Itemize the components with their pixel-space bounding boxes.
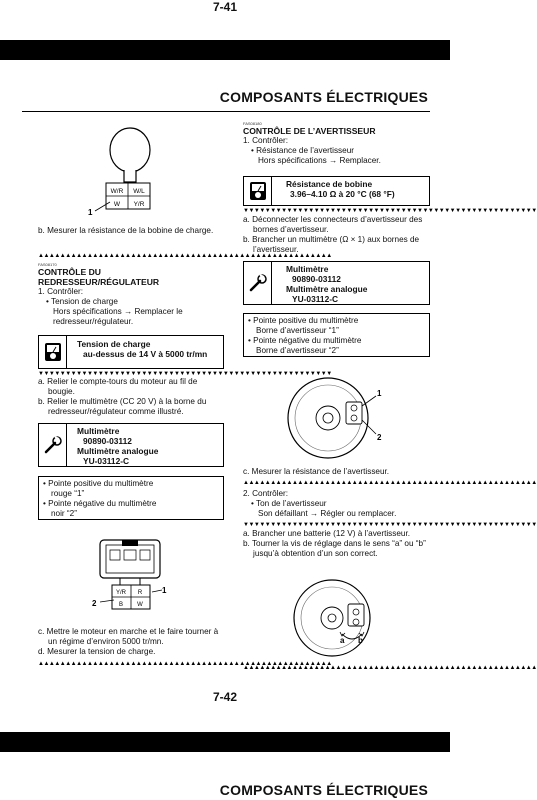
section-title-bottom: COMPOSANTS ÉLECTRIQUES — [219, 782, 428, 798]
left-steps-cd — [38, 627, 224, 657]
horn-diagram-1 — [280, 372, 400, 462]
connector2-callout-2: 2 — [92, 599, 97, 608]
charging-voltage-title: Tension de charge — [77, 339, 151, 349]
right-step1: 1. Contrôler: — [243, 136, 289, 145]
multimeter-icon — [39, 336, 67, 368]
right-step-a: a. Déconnecter les connecteurs d’avertisseur des bornes d’avertisseur. — [243, 215, 423, 234]
connector1-cell-2: W/L — [133, 188, 145, 195]
right-spec-out1: Hors spécifications → Remplacer. — [258, 156, 381, 165]
left-step-b: b. Relier le multimètre (CC 20 V) à la borne du redresseur/régulateur comme illustré. — [38, 397, 207, 416]
left-tool-box — [38, 423, 224, 467]
left-probe-line1: • Pointe positive du multimètre — [43, 479, 154, 488]
top-page-number: 7-41 — [212, 0, 238, 14]
right-probe-line1: • Pointe positive du multimètre — [248, 316, 359, 325]
horn-diagram-2 — [286, 574, 396, 664]
left-step-c: c. Mettre le moteur en marche et le faire tourner à un régime d’environ 5000 tr/mn. — [38, 627, 219, 646]
horn1-callout-2: 2 — [377, 433, 382, 442]
wrench-icon — [39, 424, 67, 466]
left-step-a: a. Relier le compte-tours du moteur au fil de bougie. — [38, 377, 198, 396]
connector2-cell-3: B — [118, 602, 124, 608]
black-band-top — [0, 40, 450, 60]
right-step2: 2. Contrôler: — [243, 489, 289, 498]
triangle-divider-down: ▼▼▼▼▼▼▼▼▼▼▼▼▼▼▼▼▼▼▼▼▼▼▼▼▼▼▼▼▼▼▼▼▼▼▼▼▼▼▼▼▼▼▼▼▼▼▼▼▼▼▼▼▼▼ — [243, 208, 537, 214]
connector1-cell-1: W/R — [110, 188, 124, 195]
triangle-divider: ▲▲▲▲▲▲▲▲▲▲▲▲▲▲▲▲▲▲▲▲▲▲▲▲▲▲▲▲▲▲▲▲▲▲▲▲▲▲▲▲▲▲▲▲▲▲▲▲▲▲▲▲▲▲ — [243, 480, 537, 486]
left-probe-line4: noir “2” — [51, 509, 77, 518]
connector1-callout: 1 — [88, 208, 93, 217]
multimeter-icon — [244, 177, 272, 205]
horn2-label-b: b — [358, 636, 363, 645]
connector1-cell-4: Y/R — [133, 201, 145, 208]
header-rule — [22, 111, 430, 112]
left-column-top — [38, 226, 224, 236]
connector1-cell-3: W — [113, 201, 121, 208]
triangle-divider-down: ▼▼▼▼▼▼▼▼▼▼▼▼▼▼▼▼▼▼▼▼▼▼▼▼▼▼▼▼▼▼▼▼▼▼▼▼▼▼▼▼▼▼▼▼▼▼▼▼▼▼▼▼▼▼ — [243, 522, 537, 528]
left-probe-line2: rouge “1” — [51, 489, 85, 498]
left-tool-analog: Multimètre analogue — [77, 446, 159, 456]
right-probe-line4: Borne d’avertisseur “2” — [256, 346, 339, 355]
right-bullet2: • Ton de l’avertisseur — [251, 499, 327, 508]
left-step-b-top: b. Mesurer la résistance de la bobine de charge. — [38, 226, 214, 235]
connector2-callout-1: 1 — [162, 586, 167, 595]
right-steps-ab — [243, 215, 430, 255]
right-heading: CONTRÔLE DE L’AVERTISSEUR — [243, 126, 376, 136]
left-tool-name: Multimètre — [77, 426, 120, 436]
left-probe-box — [38, 476, 224, 520]
left-bullet1: • Tension de charge — [46, 297, 118, 306]
coil-resistance-title: Résistance de bobine — [286, 179, 373, 189]
triangle-divider: ▲▲▲▲▲▲▲▲▲▲▲▲▲▲▲▲▲▲▲▲▲▲▲▲▲▲▲▲▲▲▲▲▲▲▲▲▲▲▲▲▲▲▲▲▲▲▲▲▲▲▲▲▲▲ — [243, 665, 537, 671]
right-tool-name: Multimètre — [286, 264, 329, 274]
triangle-divider: ▲▲▲▲▲▲▲▲▲▲▲▲▲▲▲▲▲▲▲▲▲▲▲▲▲▲▲▲▲▲▲▲▲▲▲▲▲▲▲▲▲▲▲▲▲▲▲▲▲▲▲▲▲▲ — [38, 661, 332, 667]
left-regulator-section — [38, 262, 224, 327]
section-title-top: COMPOSANTS ÉLECTRIQUES — [219, 89, 428, 105]
left-tool-analog-number: YU-03112-C — [83, 456, 130, 466]
right-tool-box — [243, 261, 430, 305]
left-spec-out: Hors spécifications → Remplacer le redresseur/régulateur. — [53, 307, 183, 326]
right-step-c-block — [243, 467, 430, 477]
black-band-bottom — [0, 732, 450, 752]
right-tool-analog-number: YU-03112-C — [292, 294, 339, 304]
left-steps-ab — [38, 377, 224, 417]
right-probe-line2: Borne d’avertisseur “1” — [256, 326, 339, 335]
coil-resistance-box — [243, 176, 430, 206]
left-section-code: FAS08170 — [38, 262, 57, 267]
right-bullet1: • Résistance de l’avertisseur — [251, 146, 354, 155]
connector2-cell-1: Y/R — [115, 590, 127, 596]
connector2-cell-4: W — [137, 602, 143, 608]
connector-diagram-1 — [40, 120, 230, 215]
right-step-b2: b. Tourner la vis de réglage dans le sens “a” ou “b” jusqu’à obtention d’un son correct. — [243, 539, 426, 558]
right-section-code: FAS08180 — [243, 121, 262, 126]
right-horn-section — [243, 121, 430, 166]
horn1-callout-1: 1 — [377, 389, 382, 398]
connector2-cell-2: R — [137, 590, 143, 596]
right-tool-analog: Multimètre analogue — [286, 284, 368, 294]
right-tone-section — [243, 489, 430, 519]
charging-voltage-box — [38, 335, 224, 369]
triangle-divider: ▲▲▲▲▲▲▲▲▲▲▲▲▲▲▲▲▲▲▲▲▲▲▲▲▲▲▲▲▲▲▲▲▲▲▲▲▲▲▲▲▲▲▲▲▲▲▲▲▲▲▲▲▲▲ — [38, 253, 332, 259]
coil-resistance-value: 3.96–4.10 Ω à 20 °C (68 °F) — [290, 189, 395, 199]
connector-diagram-2 — [70, 530, 200, 615]
wrench-icon — [244, 262, 272, 304]
triangle-divider-down: ▼▼▼▼▼▼▼▼▼▼▼▼▼▼▼▼▼▼▼▼▼▼▼▼▼▼▼▼▼▼▼▼▼▼▼▼▼▼▼▼▼▼▼▼▼▼▼▼▼▼▼▼▼▼ — [38, 371, 332, 377]
right-steps-ab2 — [243, 529, 430, 559]
charging-voltage-value: au-dessus de 14 V à 5000 tr/mn — [83, 349, 208, 359]
right-probe-box — [243, 313, 430, 357]
left-step-d: d. Mesurer la tension de charge. — [38, 647, 156, 656]
left-step1: 1. Contrôler: — [38, 287, 84, 296]
right-step-b: b. Brancher un multimètre (Ω × 1) aux bornes de l’avertisseur. — [243, 235, 420, 254]
right-probe-line3: • Pointe négative du multimètre — [248, 336, 362, 345]
left-tool-number: 90890-03112 — [83, 436, 132, 446]
right-step-c: c. Mesurer la résistance de l’avertisseur. — [243, 467, 390, 476]
left-heading-line1: CONTRÔLE DU — [38, 267, 102, 277]
page-number: 7-42 — [212, 690, 238, 704]
left-heading-line2: REDRESSEUR/RÉGULATEUR — [38, 277, 160, 287]
left-probe-line3: • Pointe négative du multimètre — [43, 499, 157, 508]
right-tool-number: 90890-03112 — [292, 274, 341, 284]
right-step-a2: a. Brancher une batterie (12 V) à l’avertisseur. — [243, 529, 411, 538]
horn2-label-a: a — [340, 636, 345, 645]
right-spec-out2: Son défaillant → Régler ou remplacer. — [258, 509, 397, 518]
